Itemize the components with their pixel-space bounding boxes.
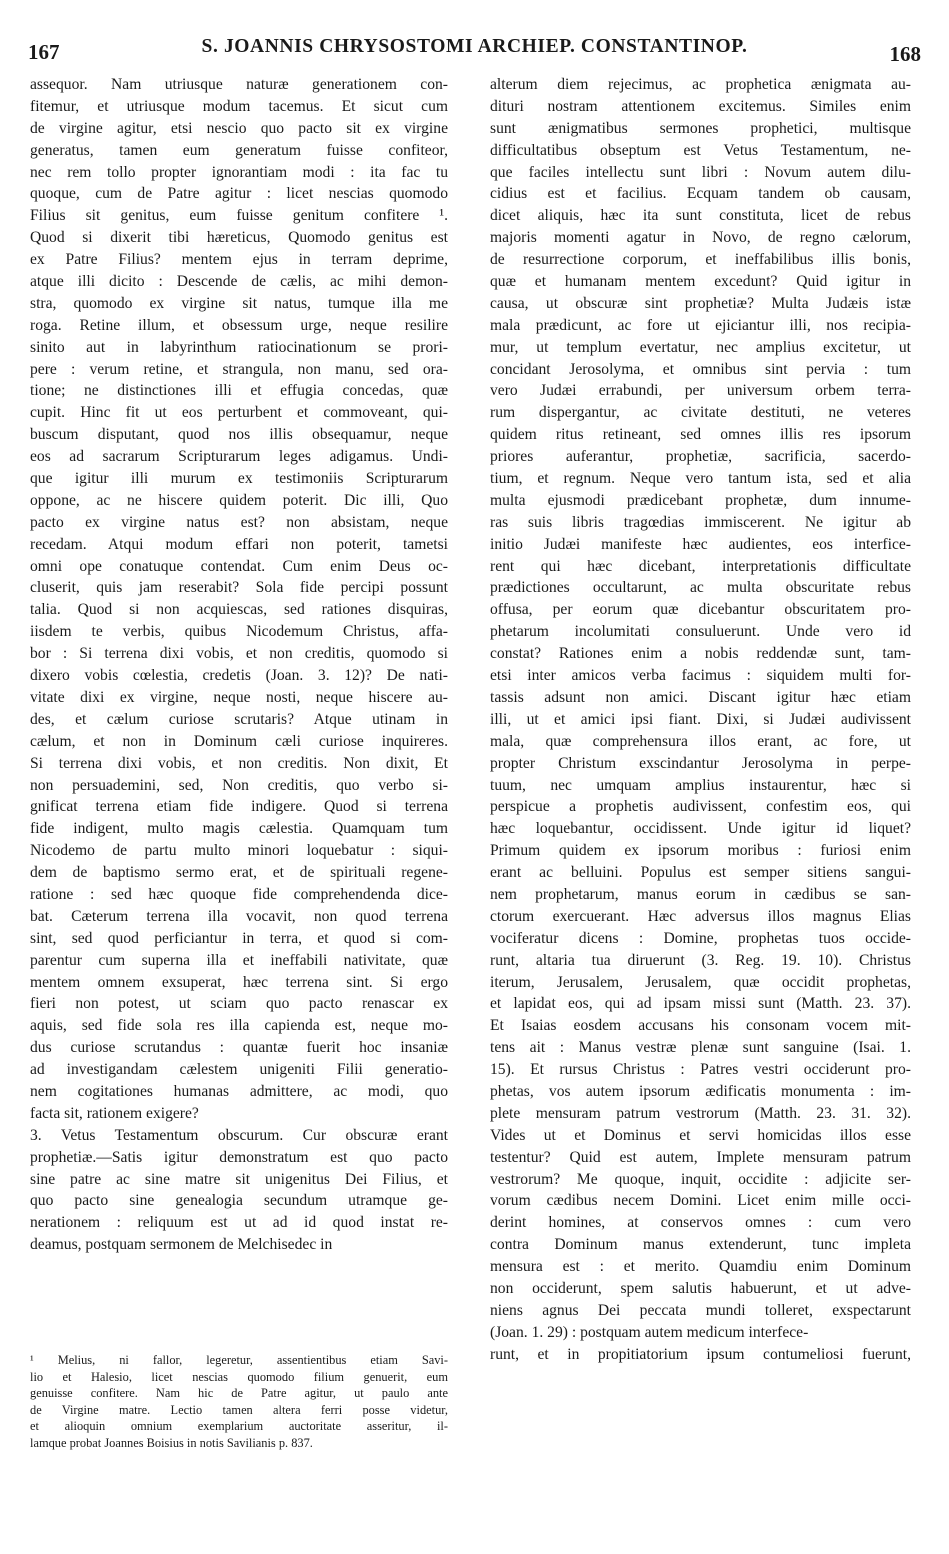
right-column-line: illi, ut et amici ipsi fiant. Dixi, si Judæi audivissent bbox=[490, 710, 911, 728]
left-column-line: cupit. Hinc fit ut eos perturbent et commoveant, qui- bbox=[30, 404, 448, 422]
left-column-line: roga. Retine illum, et obsessum urge, neque resilire bbox=[30, 316, 448, 334]
left-column-line: parentur cum superna illa et ineffabili nativitate, quæ bbox=[30, 951, 448, 969]
left-column-line: fieri non potest, ut sciam quo pacto renascar ex bbox=[30, 995, 448, 1013]
right-column-line: difficultatibus obseptum est Vetus Testamentum, ne- bbox=[490, 141, 911, 159]
right-column-line: Vides ut et Dominus et servi homicidas illos esse bbox=[490, 1126, 911, 1144]
left-column-line: cluserit, quis jam reserabit? Sola fide percipi possunt bbox=[30, 579, 448, 597]
right-column-line: tium, et regnum. Neque vero tantum ista, sed et alia bbox=[490, 470, 911, 488]
right-column-line: erant ac belluini. Populus est semper sitiens sangui- bbox=[490, 864, 911, 882]
right-column-line: cidius est et facilius. Ecquam tandem ob causam, bbox=[490, 185, 911, 203]
right-column-line: vero Judæi errabundi, per universum orbem terra- bbox=[490, 382, 911, 400]
right-column-line: quidem ritus retineant, sed omnes illis res ipsorum bbox=[490, 426, 911, 444]
right-column-line: concidant Jerosolyma, et omnibus sint pervia : tum bbox=[490, 360, 911, 378]
left-column-line: 3. Vetus Testamentum obscurum. Cur obscuræ erant bbox=[30, 1126, 448, 1144]
right-column-line: nem prophetarum, manus eorum in cædibus se san- bbox=[490, 885, 911, 903]
right-column-line: testentur? Quid est autem, Implete mensuram patrum bbox=[490, 1148, 911, 1166]
footnote-line: de Virgine matre. Lectio tamen altera ferri posse videtur, bbox=[30, 1402, 448, 1417]
left-column-line: iisdem te verbis, quibus Nicodemum Christus, affa- bbox=[30, 623, 448, 641]
left-column-line: nem cogitationes humanas admittere, ac modi, quo bbox=[30, 1082, 448, 1100]
left-column-line: Nicodemo de partu multo minori loquebatur : siqui- bbox=[30, 842, 448, 860]
right-column-line: initio Judæi manifeste hæc audientes, eos interfice- bbox=[490, 535, 911, 553]
left-column-line: fitemur, et utriusque modum tacemus. Et sicut cum bbox=[30, 97, 448, 115]
right-column-line: mala prædicunt, ac fore ut ejiciantur illi, nos recipia- bbox=[490, 316, 911, 334]
left-column-line: generatus, tamen eum generatum fuisse confiteor, bbox=[30, 141, 448, 159]
left-column-line: sinito aut in labyrinthum ratiocinationum se prori- bbox=[30, 338, 448, 356]
right-column-line: tassis adsunt non amici. Discant igitur hæc etiam bbox=[490, 688, 911, 706]
right-column-line: etsi inter amicos verba facimus : siquidem multi for- bbox=[490, 667, 911, 685]
left-column-line: talia. Quod si non acquiescas, sed rationes disquiras, bbox=[30, 601, 448, 619]
left-column-line: bor : Si terrena dixi vobis, et non creditis, quomodo si bbox=[30, 645, 448, 663]
left-column-line: sint, sed quod perficiantur in terra, et quod si com- bbox=[30, 929, 448, 947]
right-column-line: rum dispergantur, ac civitate destituti, ne veteres bbox=[490, 404, 911, 422]
left-column-line: pacto ex virgine natus est? non absistam, neque bbox=[30, 513, 448, 531]
left-column-line: facta sit, rationem exigere? bbox=[30, 1104, 199, 1122]
left-column-line: ratione : sed hæc quoque fide comprehendenda dice- bbox=[30, 885, 448, 903]
right-column-line: phetarum incolumitati consuluerunt. Unde vero id bbox=[490, 623, 911, 641]
left-column-line: nerationem : reliquum est ut ad id quod instat re- bbox=[30, 1214, 448, 1232]
left-column-line: non persuademini, sed, Non creditis, quo verbo si- bbox=[30, 776, 448, 794]
footnote-line: lio et Halesio, licet nescias quomodo filium genuerit, eum bbox=[30, 1369, 448, 1384]
left-column-line: des, et cælum curiose scrutaris? Atque utinam in bbox=[30, 710, 448, 728]
right-column-line: multa ejusmodi prædicebant prophetæ, dum innume- bbox=[490, 491, 911, 509]
right-column-line: derint homines, at conservos omnes : cum vero bbox=[490, 1214, 911, 1232]
left-column-line: quoque, cum de Patre agitur : licet nescias quomodo bbox=[30, 185, 448, 203]
left-column-line: fide indigent, multo magis cælestia. Quamquam tum bbox=[30, 820, 448, 838]
right-column-line: plete mensuram patrum vestrorum (Matth. 23. 31. 32). bbox=[490, 1104, 911, 1122]
right-column-line: causa, ut obscuræ sint prophetiæ? Multa Judæis istæ bbox=[490, 294, 911, 312]
left-column-line: ex Patre Filius? mentem ejus in terram deprime, bbox=[30, 251, 448, 269]
left-column-line: ad investigandam cælestem unigeniti Filii generatio- bbox=[30, 1061, 448, 1079]
right-column-line: et lapidat eos, qui ad ipsam missi sunt (Matth. 23. 37). bbox=[490, 995, 911, 1013]
left-column-line: omni ope conatuque contendat. Cum enim Deus oc- bbox=[30, 557, 448, 575]
right-column-line: propter Christum exscindantur Jerosolyma in perpe- bbox=[490, 754, 911, 772]
right-column-line: ras suis libris tragœdias immiscerent. Ne igitur ab bbox=[490, 513, 911, 531]
right-column-line: contra Dominum manus extenderunt, tunc impleta bbox=[490, 1236, 911, 1254]
footnote bbox=[30, 1352, 448, 1451]
right-column-line: hæc loquebantur, occidissent. Unde igitur id liquet? bbox=[490, 820, 911, 838]
left-column bbox=[30, 74, 448, 1256]
right-column-line: de resurrectione corporum, et ineffabilibus illis bonis, bbox=[490, 251, 911, 269]
right-column-line: mur, ut templum evertatur, nec amplius excitetur, ut bbox=[490, 338, 911, 356]
left-column-line: gnificat terrena etiam fide indigere. Quod si terrena bbox=[30, 798, 448, 816]
left-column-line: buscum disputant, quod nos illis obsequamur, neque bbox=[30, 426, 448, 444]
left-column-line: Si terrena dixi vobis, et non creditis. Non dixit, Et bbox=[30, 754, 448, 772]
left-column-line: atque illi dicito : Descende de cælis, ac mihi demon- bbox=[30, 273, 448, 291]
right-column-line: rent qui hæc dicebant, interpretationis difficultate bbox=[490, 557, 911, 575]
left-column-line: Filius sit genitus, eum fuisse genitum confitere ¹. bbox=[30, 207, 448, 225]
right-column-line: niens agnus Dei peccata mundi tolleret, exspectarunt bbox=[490, 1301, 911, 1319]
left-column-line: de virgine agitur, etsi nescio quo pacto sit ex virgine bbox=[30, 119, 448, 137]
right-column-line: dituri nostram attentionem excitemus. Similes enim bbox=[490, 97, 911, 115]
left-column-line: deamus, postquam sermonem de Melchisedec in bbox=[30, 1236, 333, 1254]
right-column-line: tuum, nec umquam amplius instaurentur, hæc si bbox=[490, 776, 911, 794]
right-column-line: vorum cædibus necem Domini. Licet enim mille occi- bbox=[490, 1192, 911, 1210]
right-column-line: dicet aliquis, hæc ita sunt constituta, licet de rebus bbox=[490, 207, 911, 225]
right-column-line: perspicue a prophetis audivissent, confestim eos, qui bbox=[490, 798, 911, 816]
footnote-line: et alioquin omnium exemplarium auctoritate asseritur, il- bbox=[30, 1419, 448, 1433]
left-column-line: vitate dixi ex virgine, neque nosti, neque hiscere au- bbox=[30, 688, 448, 706]
right-column-line: phetas, vos autem ipsorum ædificatis monumenta : im- bbox=[490, 1082, 911, 1100]
left-column-line: dixero vobis cœlestia, credetis (Joan. 3. 12)? De nati- bbox=[30, 667, 448, 685]
right-column-line: mensura est : et merito. Quamdiu enim Dominum bbox=[490, 1258, 911, 1276]
footnote-line: lamque probat Joannes Boisius in notis Savilianis p. 837. bbox=[30, 1435, 313, 1450]
running-head bbox=[0, 32, 949, 66]
right-column-line: priores auferantur, prophetiæ, sacrificia, sacerdo- bbox=[490, 448, 911, 466]
left-column-line: oppone, ac ne hiscere quidem poterit. Dic illi, Quo bbox=[30, 491, 448, 509]
right-column-line: mala, quæ comprehensura illos erant, ac fore, ut bbox=[490, 732, 911, 750]
right-column-line: runt, altaria tua diruerunt (3. Reg. 19. 10). Christus bbox=[490, 951, 911, 969]
left-column-line: prophetiæ.—Satis igitur demonstratum est quo pacto bbox=[30, 1148, 448, 1166]
left-column-line: dem de baptismo sermo erat, et de spirituali regene- bbox=[30, 864, 448, 882]
right-column-line: alterum diem rejecimus, ac prophetica ænigmata au- bbox=[490, 76, 911, 93]
right-column-line: sunt ænigmatibus sermones prophetici, multisque bbox=[490, 119, 911, 137]
left-column-line: bat. Cæterum terrena illa vocavit, non quod terrena bbox=[30, 907, 448, 925]
footnote-line: ¹ Melius, ni fallor, legeretur, assentientibus etiam Savi- bbox=[30, 1353, 448, 1367]
right-column-line: constat? Rationes enim a nobis reddendæ sunt, tam- bbox=[490, 645, 911, 663]
right-column-line: non occiderunt, spem salutis habuerunt, et ut adve- bbox=[490, 1279, 911, 1297]
left-column-line: mentem omnem exsuperat, hæc terrena sint. Si ergo bbox=[30, 973, 448, 991]
left-column-line: Quod si dixerit tibi hæreticus, Quomodo genitus est bbox=[30, 229, 448, 247]
right-column bbox=[490, 74, 911, 1366]
left-column-line: cælum, et non in Dominum cæli curiose inquireres. bbox=[30, 732, 448, 750]
left-column-line: stra, quomodo ex virgine sit natus, tumque illa me bbox=[30, 294, 448, 312]
running-title: S. JOANNIS CHRYSOSTOMI ARCHIEP. CONSTANTINOP. bbox=[201, 36, 748, 57]
right-column-line: runt, et in propitiatorium ipsum contumeliosi fuerunt, bbox=[490, 1345, 911, 1363]
left-column-line: que igitur illi murum ex testimoniis Scripturarum bbox=[30, 470, 448, 488]
left-column-line: dus curiose scrutandus : quantæ fuerit hoc insaniæ bbox=[30, 1039, 448, 1057]
left-column-line: recedam. Atqui modum effari non poterit, tametsi bbox=[30, 535, 448, 553]
right-column-line: Primum quidem ex ipsorum moribus : furiosi enim bbox=[490, 842, 911, 860]
right-column-line: vestrorum? Me quoque, inquit, occidite : adjicite ser- bbox=[490, 1170, 911, 1188]
right-column-line: quæ et humanam mentem excedunt? Quid igitur in bbox=[490, 273, 911, 291]
left-column-line: sine patre ac sine matre sit unigenitus Dei Filius, et bbox=[30, 1170, 448, 1188]
footnote-line: genuisse confitere. Nam hic de Patre agitur, ut paulo ante bbox=[30, 1386, 448, 1400]
left-column-line: eos ad sacrarum Scripturarum leges adigamus. Undi- bbox=[30, 448, 448, 466]
right-column-line: offusa, per eorum quæ dicebantur obscuritatem pro- bbox=[490, 601, 911, 619]
right-column-line: (Joan. 1. 29) : postquam autem medicum interfece- bbox=[490, 1323, 809, 1341]
right-column-line: tens ait : Manus vestræ plenæ sunt sanguine (Isai. 1. bbox=[490, 1039, 911, 1057]
left-column-line: quo pacto sine genealogia secundum utramque ge- bbox=[30, 1192, 448, 1210]
left-column-line: aquis, sed fide sola res illa capienda est, neque mo- bbox=[30, 1017, 448, 1035]
right-column-line: iterum, Jerusalem, Jerusalem, quæ occidit prophetas, bbox=[490, 973, 911, 991]
left-column-line: tione; ne distinctiones illi et effugia concedas, quæ bbox=[30, 382, 448, 400]
left-column-line: nec rem tollo propter ignorantiam modi : ita fac tu bbox=[30, 163, 448, 181]
right-column-line: que faciles intellectu sunt libri : Novum autem dilu- bbox=[490, 163, 911, 181]
right-column-line: Et Isaias eosdem accusans his consonam vocem mit- bbox=[490, 1017, 911, 1035]
right-column-line: vociferatur dicens : Domine, prophetas tuos occide- bbox=[490, 929, 911, 947]
page-number-left: 167 bbox=[28, 40, 60, 64]
left-column-line: assequor. Nam utriusque naturæ generationem con- bbox=[30, 76, 448, 93]
right-column-line: ctorum exercuerant. Hæc adversus illos magnus Elias bbox=[490, 907, 911, 925]
left-column-line: pere : verum retine, et strangula, non manu, sed ora- bbox=[30, 360, 448, 378]
right-column-line: majoris momenti agatur in Novo, de regno cælorum, bbox=[490, 229, 911, 247]
right-column-line: 15). Et rursus Christus : Patres vestri occiderunt pro- bbox=[490, 1061, 911, 1079]
page-number-right: 168 bbox=[889, 42, 921, 66]
right-column-line: prædictiones occultarunt, ac multa obscuritate rebus bbox=[490, 579, 911, 597]
